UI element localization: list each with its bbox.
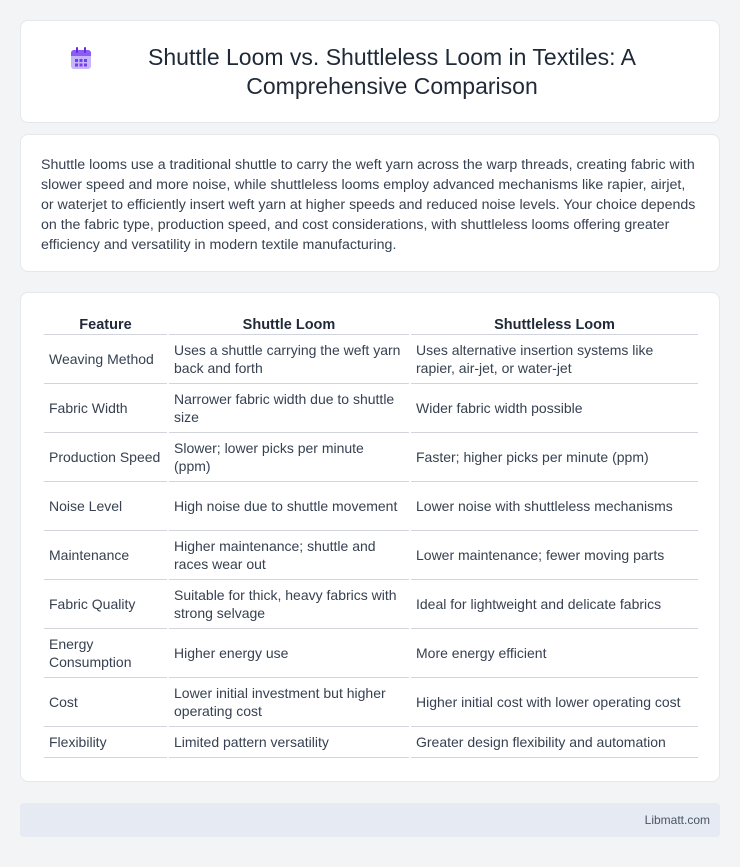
table-row [44, 580, 698, 629]
header-shuttleless-loom: Shuttleless Loom [411, 313, 698, 335]
shuttle-cell: High noise due to shuttle movement [169, 482, 409, 531]
table-row [44, 629, 698, 678]
table-row [44, 678, 698, 727]
page-title: Shuttle Loom vs. Shuttleless Loom in Textiles: A Comprehensive Comparison [148, 43, 636, 99]
feature-cell: Fabric Quality [44, 580, 167, 629]
shuttle-cell: Higher maintenance; shuttle and races wear out [169, 531, 409, 580]
comparison-table [42, 313, 700, 758]
shuttleless-cell: More energy efficient [411, 629, 698, 678]
shuttleless-cell: Higher initial cost with lower operating cost [411, 678, 698, 727]
shuttle-cell: Limited pattern versatility [169, 727, 409, 758]
shuttleless-cell: Wider fabric width possible [411, 384, 698, 433]
title-card [20, 20, 720, 123]
shuttle-cell: Higher energy use [169, 629, 409, 678]
feature-cell: Maintenance [44, 531, 167, 580]
table-row [44, 433, 698, 482]
header-shuttle-loom: Shuttle Loom [169, 313, 409, 335]
header-feature: Feature [44, 313, 167, 335]
shuttle-cell: Uses a shuttle carrying the weft yarn back and forth [169, 335, 409, 384]
shuttleless-cell: Uses alternative insertion systems like rapier, air-jet, or water-jet [411, 335, 698, 384]
table-row [44, 531, 698, 580]
shuttle-cell: Lower initial investment but higher operating cost [169, 678, 409, 727]
feature-cell: Flexibility [44, 727, 167, 758]
comparison-card [20, 292, 720, 782]
shuttleless-cell: Ideal for lightweight and delicate fabrics [411, 580, 698, 629]
table-row [44, 384, 698, 433]
shuttleless-cell: Greater design flexibility and automation [411, 727, 698, 758]
footer-site-link[interactable]: Libmatt.com [644, 813, 710, 827]
shuttle-cell: Suitable for thick, heavy fabrics with strong selvage [169, 580, 409, 629]
calendar-icon [68, 45, 94, 71]
title-wrap [68, 43, 672, 101]
table-row [44, 335, 698, 384]
shuttle-cell: Narrower fabric width due to shuttle size [169, 384, 409, 433]
intro-paragraph: Shuttle looms use a traditional shuttle to carry the weft yarn across the warp threads, creating fabric with slower speed and more noise, while shuttleless looms employ advanced mechanisms like rapier, airjet, or waterjet to efficiently insert weft yarn at higher speeds and reduced noise levels. Your choice depends on the fabric type, production speed, and cost considerations, with shuttleless looms offering greater efficiency and versatility in modern textile manufacturing. [41, 157, 696, 253]
feature-cell: Cost [44, 678, 167, 727]
feature-cell: Noise Level [44, 482, 167, 531]
shuttleless-cell: Lower maintenance; fewer moving parts [411, 531, 698, 580]
shuttle-cell: Slower; lower picks per minute (ppm) [169, 433, 409, 482]
table-header-row [44, 313, 698, 335]
table-row [44, 727, 698, 758]
feature-cell: Production Speed [44, 433, 167, 482]
shuttleless-cell: Faster; higher picks per minute (ppm) [411, 433, 698, 482]
table-row [44, 482, 698, 531]
feature-cell: Energy Consumption [44, 629, 167, 678]
footer [20, 803, 720, 837]
feature-cell: Weaving Method [44, 335, 167, 384]
intro-card [20, 134, 720, 272]
shuttleless-cell: Lower noise with shuttleless mechanisms [411, 482, 698, 531]
feature-cell: Fabric Width [44, 384, 167, 433]
